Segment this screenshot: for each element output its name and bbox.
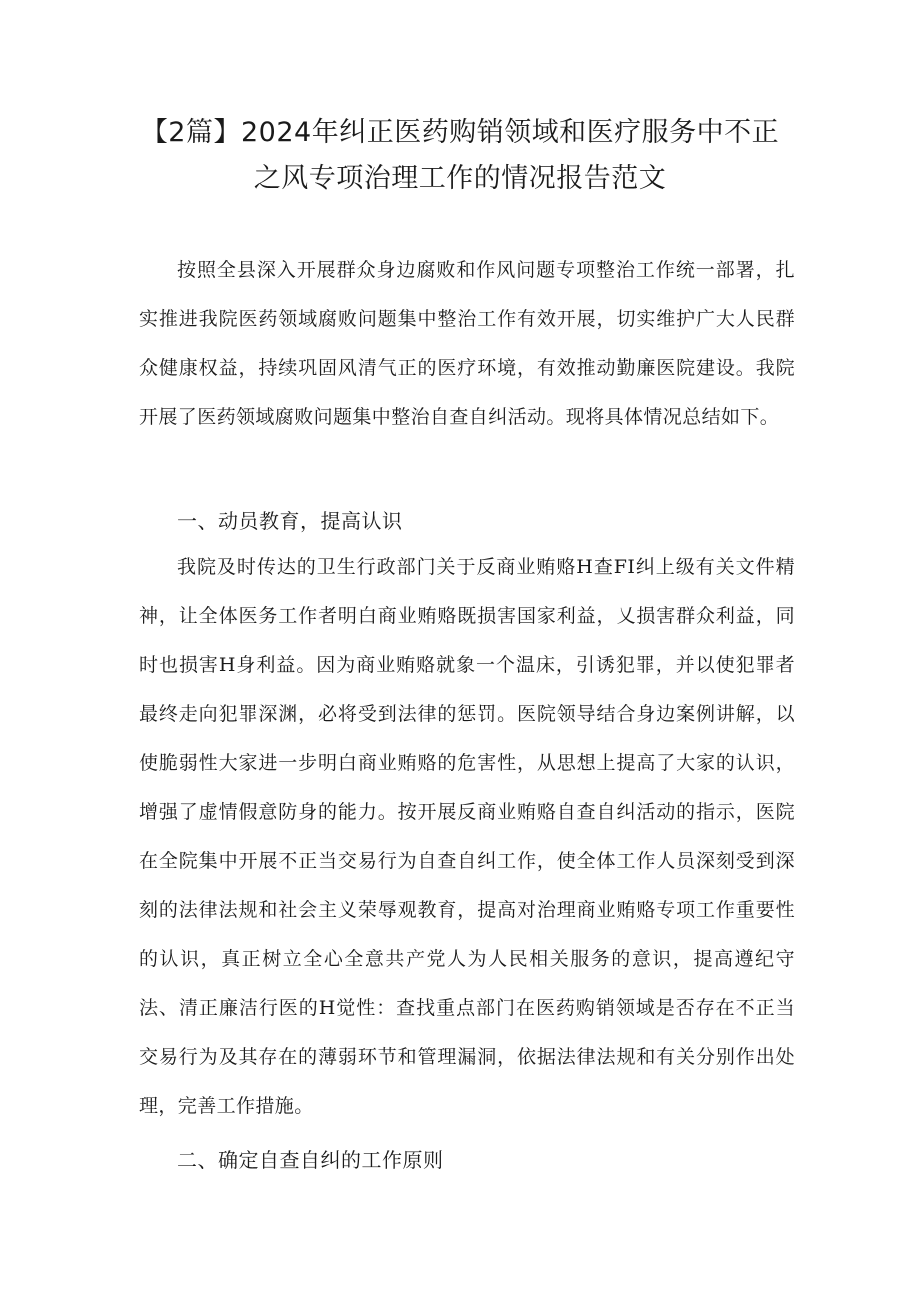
title-line-1: 【2篇】2024年纠正医药购销领域和医疗服务中不正 (140, 117, 780, 148)
section-1-paragraph: 我院及时传达的卫生行政部门关于反商业贿赂H查FI纠上级有关文件精神，让全体医务工作者明白商业贿赂既损害国家利益，乂损害群众利益，同时也损害H身利益。因为商业贿赂就象一个温床，引诱犯罪，并以使犯罪者最终走向犯罪深渊，必将受到法律的惩罚。医院领导结合身边案例讲解，以使脆弱性大家进一步明白商业贿赂的危害性，从思想上提高了大家的认识，增强了虚情假意防身的能力。按开展反商业贿赂自查自纠活动的指示，医院在全院集中开展不正当交易行为自查自纠工作，使全体工作人员深刻受到深刻的法律法规和社会主义荣辱观教育，提高对治理商业贿赂专项工作重要性的认识，真正树立全心全意共产党人为人民相关服务的意识，提高遵纪守法、清正廉洁行医的H觉性：查找重点部门在医药购销领域是否存在不正当交易行为及其存在的薄弱环节和管理漏洞，依据法律法规和有关分别作出处理，完善工作措施。 (139, 556, 795, 1117)
section-1-heading: 一、动员教育，提高认识 (177, 509, 403, 533)
title-line-2: 之风专项治理工作的情况报告范文 (253, 163, 667, 194)
section-2-heading: 二、确定自查自纠的工作原则 (177, 1148, 444, 1172)
document-title (110, 110, 810, 202)
intro-paragraph: 按照全县深入开展群众身边腐败和作风问题专项整治工作统一部署，扎实推进我院医药领域腐败问题集中整治工作有效开展，切实维护广大人民群众健康权益，持续巩固风清气正的医疗环境，有效推动勤廉医院建设。我院开展了医药领域腐败问题集中整治自查自纠活动。现将具体情况总结如下。 (139, 259, 795, 428)
